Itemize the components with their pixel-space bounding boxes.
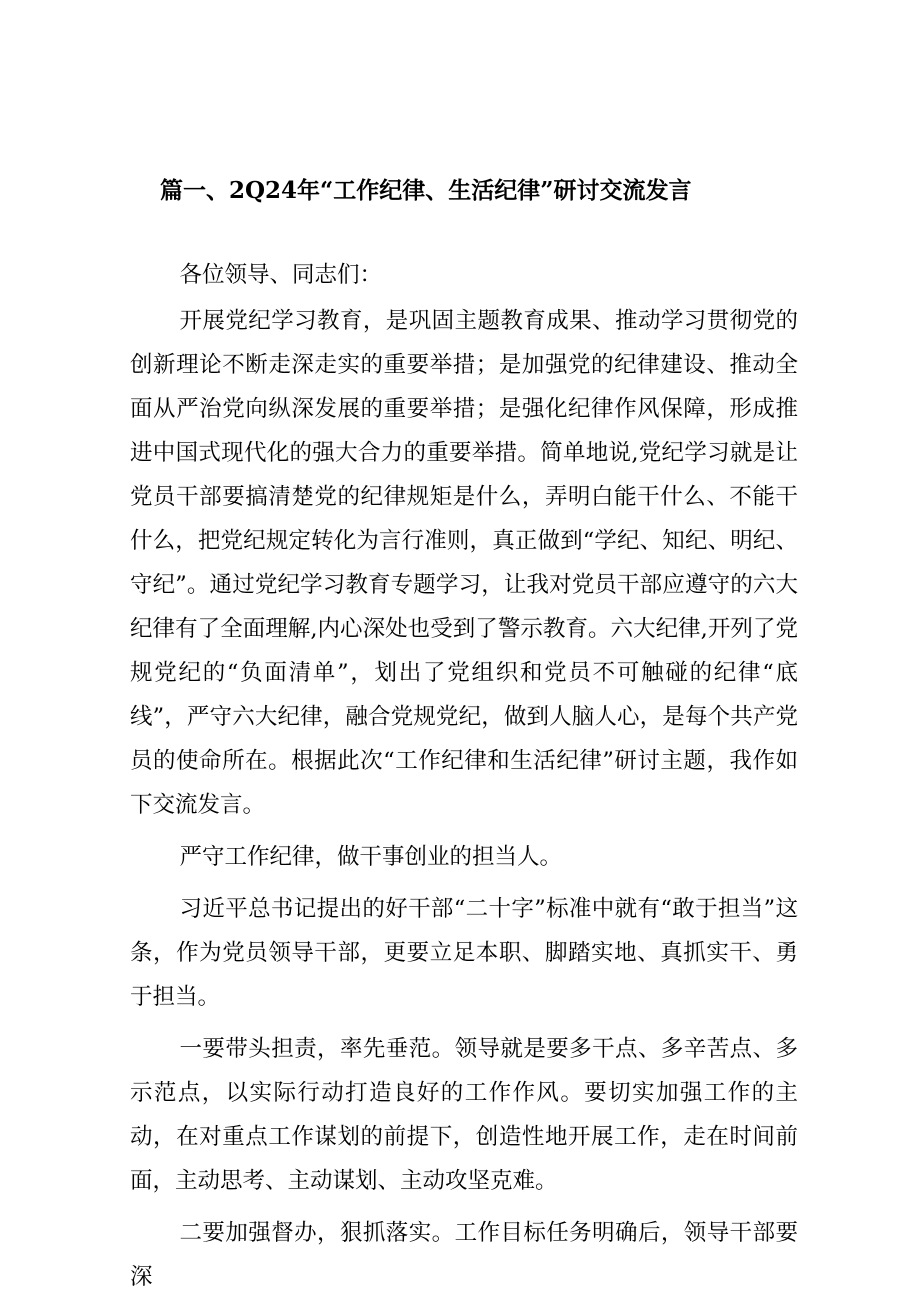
paragraph-point-two: 二要加强督办，狠抓落实。工作目标任务明确后，领导干部要深 xyxy=(130,1220,798,1290)
paragraph-intro: 开展党纪学习教育，是巩固主题教育成果、推动学习贯彻党的创新理论不断走深走实的重要举措；是加强党的纪律建设、推动全面从严治党向纵深发展的重要举措；是强化纪律作风保障，形成推进中国式现代化的强大合力的重要举措。简单地说,党纪学习就是让党员干部要搞清楚党的纪律规矩是什么，弄明白能干什么、不能干什么，把党纪规定转化为言行准则，真正做到“学纪、知纪、明纪、守纪”。通过党纪学习教育专题学习，让我对党员干部应遵守的六大纪律有了全面理解,内心深处也受到了警示教育。六大纪律,开列了党规党纪的“负面清单”，划出了党组织和党员不可触碰的纪律“底线”，严守六大纪律，融合党规党纪，做到人脑人心，是每个共产党员的使命所在。根据此次“工作纪律和生活纪律”研讨主题，我作如下交流发言。 xyxy=(130,308,798,818)
paragraph-heading-work-discipline: 严守工作纪律，做干事创业的担当人。 xyxy=(179,844,563,870)
salutation: 各位领导、同志们： xyxy=(179,262,383,288)
paragraph-point-one: 一要带头担责，率先垂范。领导就是要多干点、多辛苦点、多示范点，以实际行动打造良好的工作作风。要切实加强工作的主动，在对重点工作谋划的前提下，创造性地开展工作，走在时间前面，主动思考、主动谋划、主动攻坚克难。 xyxy=(130,1036,798,1194)
document-title: 篇一、2Q24年“工作纪律、生活纪律”研讨交流发言 xyxy=(160,177,692,204)
paragraph-standard: 习近平总书记提出的好干部“二十字”标准中就有“敢于担当”这条，作为党员领导干部，更要立足本职、脚踏实地、真抓实干、勇于担当。 xyxy=(130,896,798,1010)
document-body xyxy=(130,253,798,1307)
